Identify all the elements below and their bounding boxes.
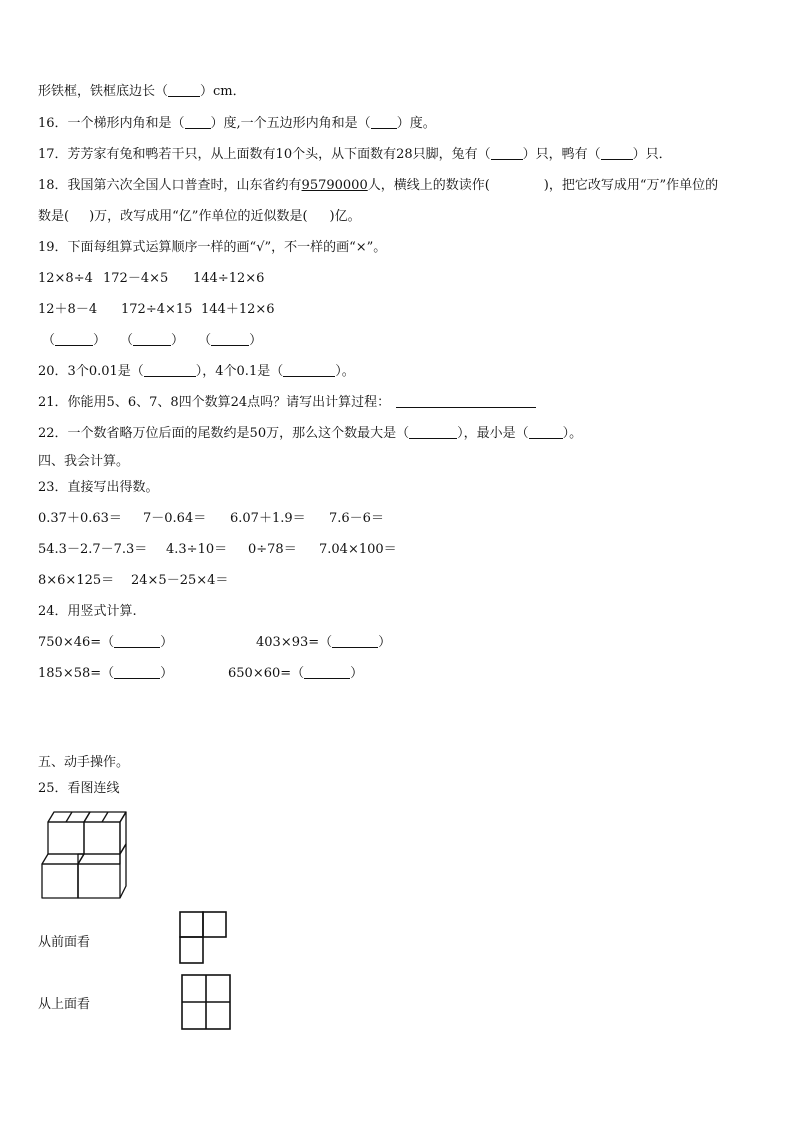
top-view-caption: 从上面看 xyxy=(38,997,91,1012)
question-24-title: 24．用竖式计算. xyxy=(38,604,137,619)
answer-blank[interactable] xyxy=(185,116,211,129)
q19-expr-2-3: 144＋12×6 xyxy=(201,302,275,317)
q24-item: 185×58=（ ） xyxy=(38,666,174,681)
q24-item: 403×93=（ ） xyxy=(256,635,392,650)
answer-blank[interactable] xyxy=(371,116,397,129)
question-18-line1: 18．我国第六次全国人口普查时，山东省约有95790000人，横线上的数读作( )，把它改写成用“万”作单位的 xyxy=(38,178,719,193)
q15-tail: 形铁框，铁框底边长（ ）cm． xyxy=(38,84,246,99)
q24-item: 650×60=（ ） xyxy=(228,666,364,681)
q23-expr: 0÷78＝ xyxy=(248,542,297,557)
q23-expr: 8×6×125＝ xyxy=(38,573,115,588)
question-18-line2: 数是( )万，改写成用“亿”作单位的近似数是( )亿。 xyxy=(38,209,361,224)
top-view-grid xyxy=(180,973,232,1031)
question-17: 17．芳芳家有兔和鸭若干只，从上面数有10个头，从下面数有28只脚，兔有（ ）只，鸭有（ ）只． xyxy=(38,147,672,162)
question-22: 22．一个数省略万位后面的尾数约是50万，那么这个数最大是（ ），最小是（ ）。 xyxy=(38,426,583,441)
underlined-number: 95790000 xyxy=(301,178,368,193)
q23-expr: 6.07＋1.9＝ xyxy=(230,511,306,526)
q23-expr: 7－0.64＝ xyxy=(143,511,207,526)
section-5-heading: 五、动手操作。 xyxy=(38,755,130,770)
q23-expr: 54.3－2.7－7.3＝ xyxy=(38,542,148,557)
q19-expr-2-1: 12＋8－4 xyxy=(38,302,98,317)
answer-blank[interactable] xyxy=(114,635,160,648)
question-16: 16．一个梯形内角和是（ ）度,一个五边形内角和是（ ）度。 xyxy=(38,116,436,131)
answer-blank[interactable] xyxy=(409,426,457,439)
question-23-title: 23．直接写出得数。 xyxy=(38,480,159,495)
question-19-title: 19．下面每组算式运算顺序一样的画“√”，不一样的画“×”。 xyxy=(38,240,387,255)
question-25-title: 25．看图连线 xyxy=(38,781,120,796)
question-20: 20．3个0.01是（ ），4个0.1是（ ）。 xyxy=(38,364,355,379)
q23-expr: 0.37＋0.63＝ xyxy=(38,511,122,526)
q24-item: 750×46=（ ） xyxy=(38,635,174,650)
q23-expr: 24×5－25×4＝ xyxy=(131,573,229,588)
q19-expr-1-1: 12×8÷4 xyxy=(38,271,93,286)
answer-blank[interactable] xyxy=(601,147,633,160)
answer-blank[interactable] xyxy=(211,333,249,346)
answer-blank[interactable] xyxy=(304,666,350,679)
q23-expr: 4.3÷10＝ xyxy=(166,542,228,557)
front-view-caption: 从前面看 xyxy=(38,935,91,950)
cube-stack-figure xyxy=(38,808,130,904)
answer-blank[interactable] xyxy=(491,147,523,160)
answer-blank[interactable] xyxy=(529,426,563,439)
answer-blank[interactable] xyxy=(114,666,160,679)
answer-blank[interactable] xyxy=(55,333,93,346)
answer-blank[interactable] xyxy=(283,364,335,377)
question-21: 21．你能用5、6、7、8四个数算24点吗？请写出计算过程： xyxy=(38,395,536,411)
answer-blank[interactable] xyxy=(144,364,196,377)
q19-expr-1-2: 172－4×5 xyxy=(103,271,169,286)
q19-answer-row: （ ） （ ） （ ） xyxy=(42,333,263,348)
section-4-heading: 四、我会计算。 xyxy=(38,454,130,469)
answer-line[interactable] xyxy=(396,395,536,408)
front-view-grid xyxy=(178,910,230,966)
q23-expr: 7.6－6＝ xyxy=(329,511,384,526)
q19-expr-2-2: 172÷4×15 xyxy=(121,302,193,317)
q23-expr: 7.04×100＝ xyxy=(319,542,397,557)
answer-blank[interactable] xyxy=(168,84,200,97)
q19-expr-1-3: 144÷12×6 xyxy=(193,271,265,286)
answer-blank[interactable] xyxy=(133,333,171,346)
answer-blank[interactable] xyxy=(332,635,378,648)
